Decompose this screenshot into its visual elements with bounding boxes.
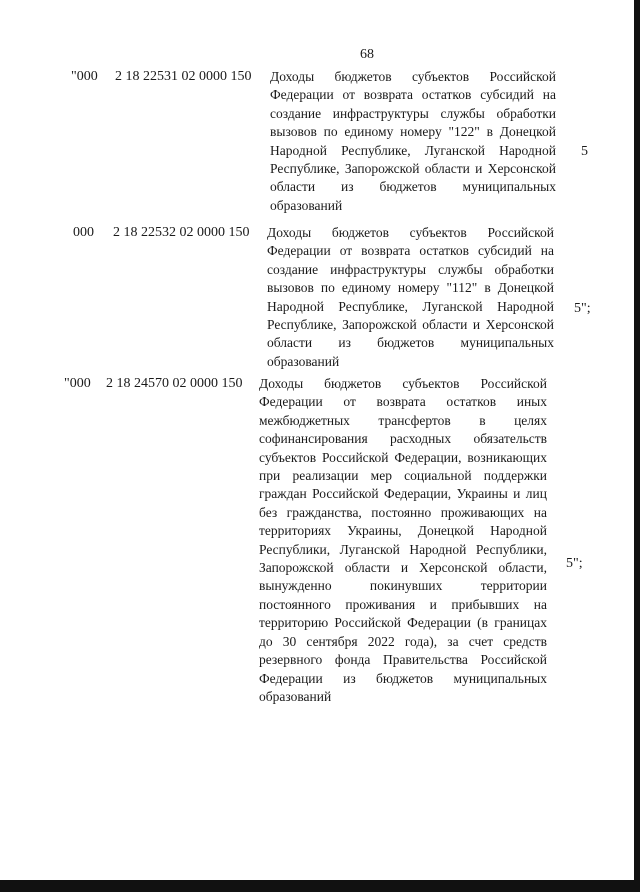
row-code: 2 18 22531 02 0000 150 (115, 69, 252, 84)
row-amount: 5"; (566, 556, 583, 571)
page-number: 68 (360, 47, 374, 62)
row-description: Доходы бюджетов субъектов Российской Федерации от возврата остатков субсидий на создание инфраструктуры службы обработки вызовов по единому номеру "112" в Донецкой Народной Республике, Луганской Народной Республике, Запорожской области и Херсонской области из бюджетов муниципальных образований (267, 225, 554, 369)
row-code: 2 18 24570 02 0000 150 (106, 376, 243, 391)
row-description: Доходы бюджетов субъектов Российской Федерации от возврата остатков субсидий на создание инфраструктуры службы обработки вызовов по единому номеру "122" в Донецкой Народной Республике, Луганской Народной Республике, Запорожской области и Херсонской области из бюджетов муниципальных образований (270, 69, 556, 213)
row-amount: 5 (581, 144, 588, 159)
row-prefix: "000 (71, 69, 98, 84)
row-code: 2 18 22532 02 0000 150 (113, 225, 250, 240)
row-description: Доходы бюджетов субъектов Российской Федерации от возврата остатков иных межбюджетных трансфертов в целях софинансирования расходных обязательств субъектов Российской Федерации, возникающих при реализации мер социальной поддержки граждан Российской Федерации, Украины и лиц без гражданства, постоянно проживающих на территориях Украины, Донецкой Народной Республики, Луганской Народной Республики, Запорожской области и Херсонской области, вынужденно покинувших территории постоянного проживания и прибывших на территорию Российской Федерации (в границах до 30 сентября 2022 года), за счет средств резервного фонда Правительства Российской Федерации из бюджетов муниципальных образований (259, 376, 547, 704)
row-amount: 5"; (574, 301, 591, 316)
row-prefix: "000 (64, 376, 91, 391)
row-prefix: 000 (73, 225, 94, 240)
